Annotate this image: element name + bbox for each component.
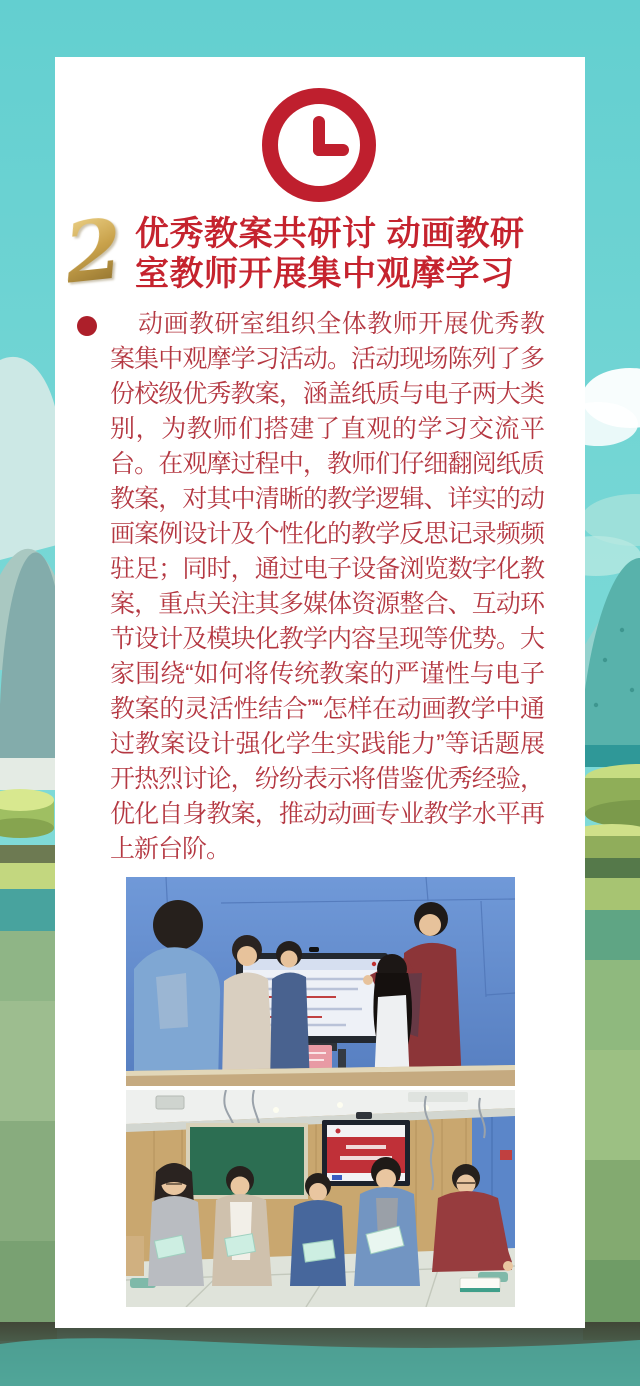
section-title-line2: 室教师开展集中观摩学习 bbox=[135, 255, 515, 293]
clock-icon bbox=[262, 88, 376, 202]
photo-reading-teaching-plans[interactable] bbox=[126, 1090, 515, 1307]
article-paragraph: 动画教研室组织全体教师开展优秀教案集中观摩学习活动。活动现场陈列了多份校级优秀教案，涵盖纸质与电子两大类别，为教师们搭建了直观的学习交流平台。在观摩过程中，教师们仔细翻阅纸质教案，对其中清晰的教学逻辑、详实的动画案例设计及个性化的教学反思记录频频驻足；同时，通过电子设备浏览数字化教案，重点关注其多媒体资源整合、互动环节设计及模块化教学内容呈现等优势。大家围绕“如何将传统教案的严谨性与电子教案的灵活性结合”“怎样在动画教学中通过教案设计强化学生实践能力”等话题展开热烈讨论，纷纷表示将借鉴优秀经验，优化自身教案，推动动画专业教学水平再上新台阶。 bbox=[110, 310, 544, 863]
content-card bbox=[55, 57, 585, 1328]
section-number: 2 bbox=[60, 201, 141, 300]
left-scenery bbox=[0, 357, 57, 1341]
bullet-dot bbox=[77, 316, 97, 336]
section-title-line1: 优秀教案共研讨 动画教研 bbox=[135, 215, 525, 253]
section-title bbox=[135, 214, 575, 294]
photo-smartboard-observation[interactable] bbox=[126, 877, 515, 1086]
clock-hand-hour bbox=[313, 144, 349, 156]
